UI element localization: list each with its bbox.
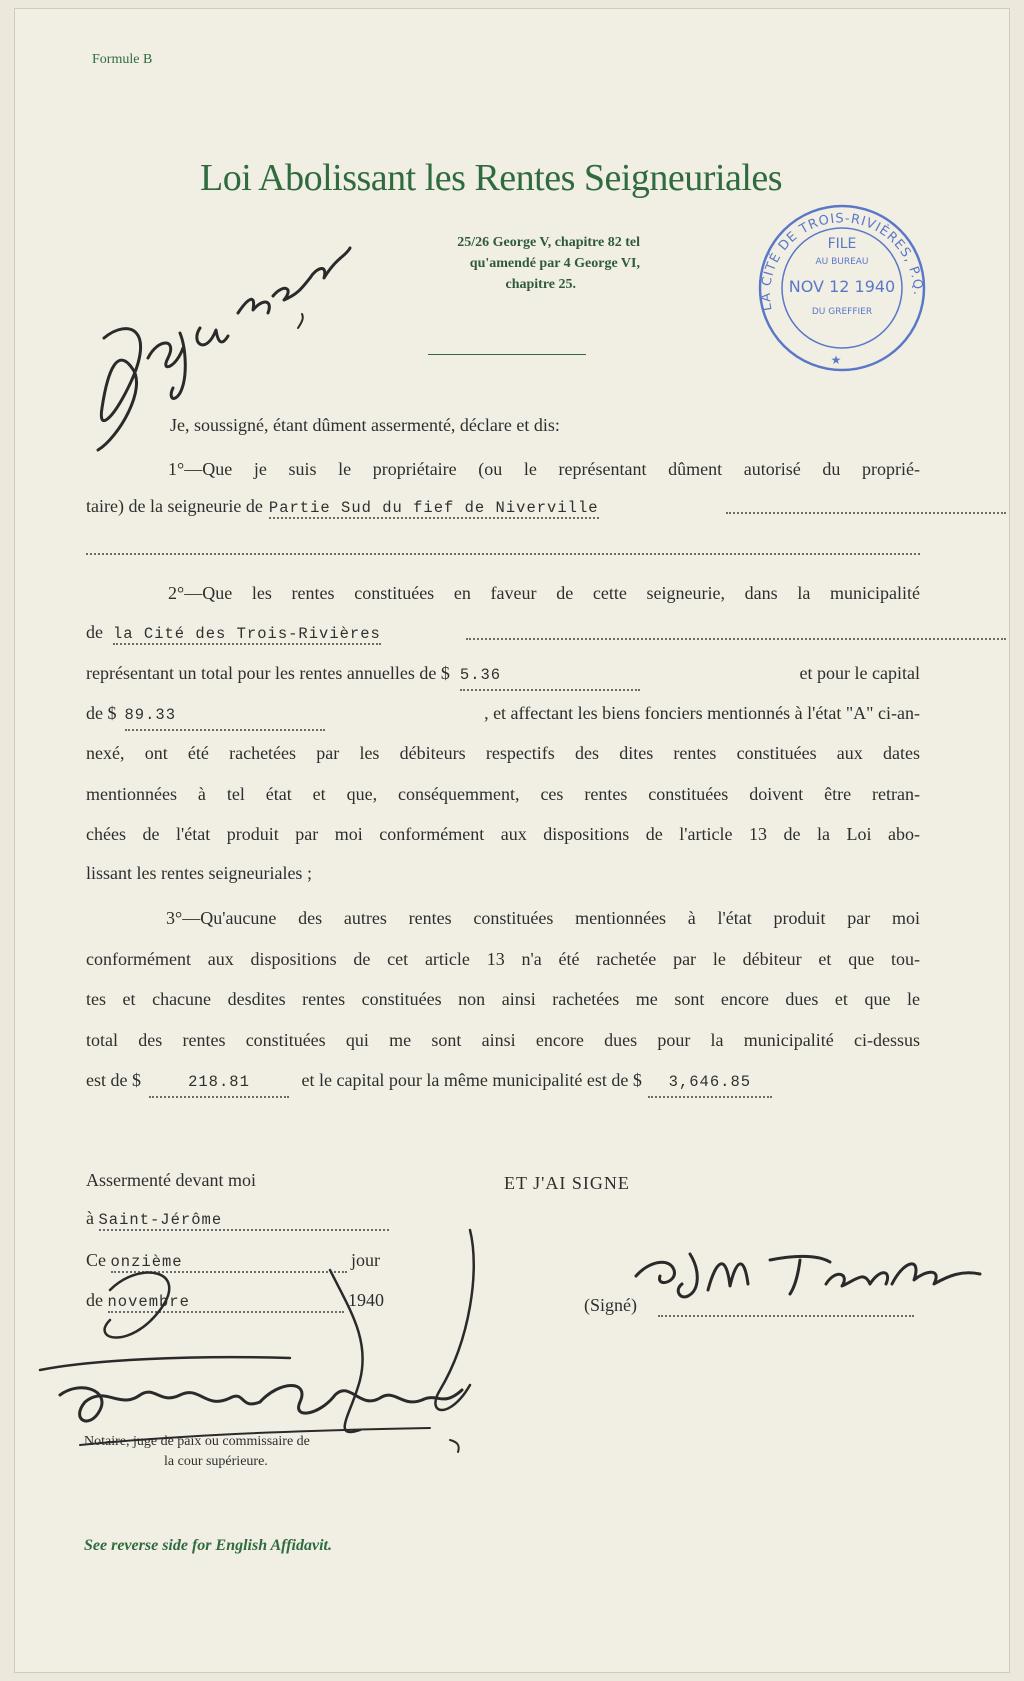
greffier-stamp <box>752 200 932 378</box>
p2-prefix: de <box>86 622 103 642</box>
p3-l5-b: et le capital pour la même municipalité est de $ <box>301 1070 642 1090</box>
ce-prefix: Ce <box>86 1250 106 1270</box>
p3-line-5 <box>86 1066 920 1094</box>
lieu-value: Saint-Jérôme <box>99 1211 389 1231</box>
signature-line <box>658 1315 914 1317</box>
p2-l3-b: et pour le capital <box>799 663 920 683</box>
p2-l4-b: , et affectant les biens fonciers mentionnés à l'état "A" ci-an- <box>484 703 920 723</box>
dotted-blank-line <box>86 553 920 555</box>
mois-value: novembre <box>108 1293 344 1313</box>
citation-line-1: 25/26 George V, chapitre 82 tel <box>457 235 640 250</box>
citation-line-2: qu'amendé par 4 George VI, <box>469 256 640 271</box>
stamp-city: LA CITÉ DE TROIS-RIVIÈRES, P.Q. <box>758 211 926 312</box>
total-rentes-value: 218.81 <box>149 1068 289 1098</box>
stamp-bureau: AU BUREAU <box>815 257 869 267</box>
p2-l4-a: de $ <box>86 703 117 723</box>
officer-line-2: la cour supérieure. <box>164 1454 268 1469</box>
de-prefix: de <box>86 1290 103 1310</box>
signe-label: (Signé) <box>584 1295 637 1315</box>
p2-line-3 <box>86 659 920 687</box>
form-label: Formule B <box>92 52 153 67</box>
seigneurie-value: Partie Sud du fief de Niverville <box>268 499 599 517</box>
p3-line-4: total des rentes constituées qui me sont ainsi encore dues pour la municipalité ci-dessus <box>86 1030 920 1050</box>
stamp-star: ★ <box>830 353 842 367</box>
sworn-label: Assermenté devant moi <box>86 1170 256 1190</box>
header-rule <box>428 354 586 355</box>
officer-line-1: Notaire, juge de paix ou commissaire de <box>84 1434 310 1449</box>
p2-line-5: nexé, ont été rachetées par les débiteurs respectifs des dites rentes constituées aux dates <box>86 743 920 763</box>
jour-value: onzième <box>111 1253 347 1273</box>
reverse-note: See reverse side for English Affidavit. <box>84 1537 332 1554</box>
stamp-file: FILE <box>827 236 857 252</box>
citation <box>370 232 640 295</box>
p1-line-1: 1°—Que je suis le propriétaire (ou le représentant dûment autorisé du proprié- <box>168 459 920 479</box>
p3-l5-a: est de $ <box>86 1070 141 1090</box>
p3-line-3: tes et chacune desdites rentes constituées non ainsi rachetées me sont encore dues et que le <box>86 989 920 1009</box>
p3-line-1: 3°—Qu'aucune des autres rentes constituées mentionnées à l'état produit par moi <box>166 908 920 928</box>
signed-title: ET J'AI SIGNE <box>504 1173 630 1193</box>
p2-line-4 <box>86 699 920 727</box>
p2-line-6: mentionnées à tel état et que, conséquemment, ces rentes constituées doivent être retran- <box>86 784 920 804</box>
commissioner-signature <box>30 1180 510 1480</box>
stamp-greffier: DU GREFFIER <box>811 307 873 317</box>
declarant-signature <box>630 1240 990 1310</box>
p3-line-2: conformément aux dispositions de cet article 13 n'a été rachetée par le débiteur et que tou- <box>86 949 920 969</box>
annee-value: 1940 <box>348 1290 384 1310</box>
stamp-date: NOV 12 1940 <box>788 277 896 296</box>
form-title: Loi Abolissant les Rentes Seigneuriales <box>200 157 783 199</box>
lieu-prefix: à <box>86 1208 94 1228</box>
total-capital-value: 3,646.85 <box>648 1068 772 1098</box>
p2-line-7: chées de l'état produit par moi conformément aux dispositions de l'article 13 de la Loi abo- <box>86 824 920 844</box>
p2-line-8: lissant les rentes seigneuriales ; <box>86 863 312 883</box>
rentes-annuelles-value: 5.36 <box>460 661 640 691</box>
dotted-fill <box>726 512 1006 514</box>
capital-value: 89.33 <box>125 701 325 731</box>
p2-line-1: 2°—Que les rentes constituées en faveur de cette seigneurie, dans la municipalité <box>168 583 920 603</box>
municipalite-value: la Cité des Trois-Rivières <box>113 625 381 643</box>
intro-line: Je, soussigné, étant dûment assermenté, déclare et dis: <box>170 415 560 435</box>
p2-line-2 <box>86 618 920 646</box>
p2-l3-a: représentant un total pour les rentes annuelles de $ <box>86 663 450 683</box>
dotted-fill <box>466 638 1006 640</box>
jour-suffix: jour <box>351 1250 380 1270</box>
p1-prefix: taire) de la seigneurie de <box>86 496 263 516</box>
p1-line-2 <box>86 492 920 520</box>
citation-line-3: chapitre 25. <box>505 277 576 292</box>
